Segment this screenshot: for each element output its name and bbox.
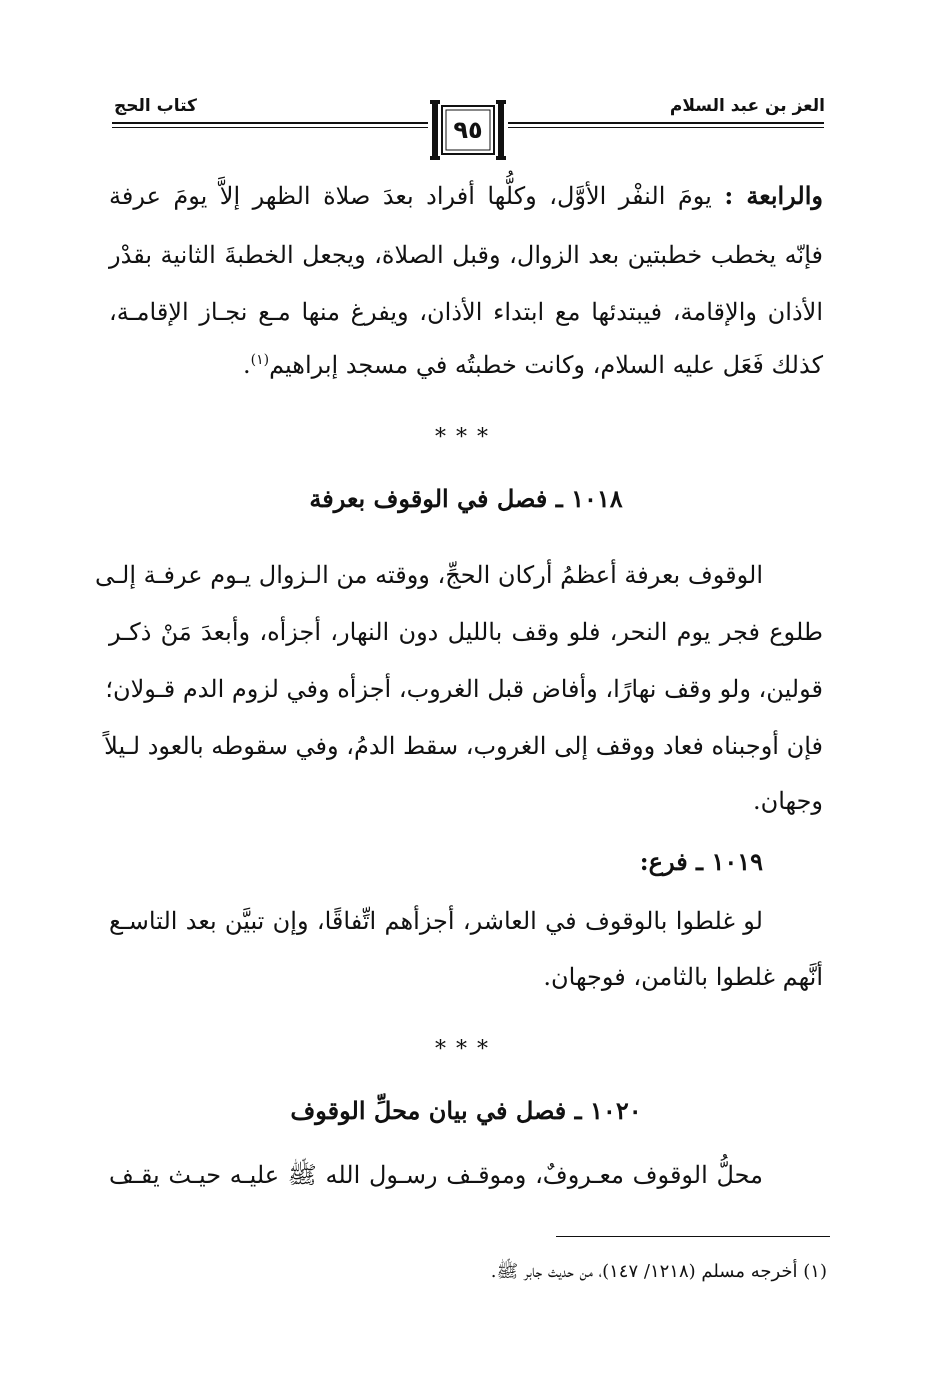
para1-line4-end: . (242, 351, 251, 379)
para1-line3: الأذان والإقامة، فيبتدئها مع ابتداء الأذان، ويفرغ منها مـع نجـاز الإقامـة، (109, 298, 823, 326)
section-separator-2: *** (435, 1037, 498, 1062)
para1-line1-text: يومَ النفْر الأوَّل، وكلُّها أفراد بعدَ صلاة الظهر إلاَّ يومَ عرفة (109, 182, 712, 210)
para1-line4-text: كذلك فَعَل عليه السلام، وكانت خطبتُه في مسجد إبراهيم (269, 351, 823, 379)
running-header-author: العز بن عبد السلام (669, 96, 825, 116)
running-header-book: كتاب الحج (114, 96, 197, 116)
s1-line4: فإن أوجبناه فعاد ووقف إلى الغروب، سقط الدمُ، وفي سقوطه بالعود لـيلاً (104, 732, 823, 760)
page-number-frame (428, 100, 508, 160)
footnote-rule (556, 1236, 830, 1237)
page-number: ٩٥ (453, 116, 483, 144)
section-title-1019: ١٠١٩ ـ فرع: (639, 847, 763, 876)
section-title-1018: ١٠١٨ ـ فصل في الوقوف بعرفة (309, 484, 623, 513)
s2-line2: أنَّهم غلطوا بالثامن، فوجهان. (543, 963, 823, 991)
footnote: (١) أخرجه مسلم (١٢١٨/ ١٤٧)، من حديث جابر ﷺ. (490, 1261, 827, 1282)
para1-line1 (109, 180, 823, 212)
para1-label: والرابعة : (724, 181, 823, 210)
footnote-ref: (١) (250, 352, 270, 368)
s1-line2: طلوع فجر يوم النحر، فلو وقف بالليل دون النهار، أجزأه، وأبعدَ مَنْ ذكـر (109, 618, 823, 646)
s1-line1: الوقوف بعرفة أعظمُ أركان الحجِّ، ووقته من الـزوال يـوم عرفـة إلـى (95, 561, 763, 589)
s3-line1: محلُّ الوقوف معـروفٌ، وموقـف رسـول الله ﷺ عليـه حيـث يقـف (109, 1161, 763, 1189)
section-title-1020: ١٠٢٠ ـ فصل في بيان محلِّ الوقوف (290, 1096, 642, 1125)
s1-line5: وجهان. (752, 787, 823, 815)
para1-line2: فإنّه يخطب خطبتين بعد الزوال، وقبل الصلاة، ويجعل الخطبةَ الثانية بقدْر (109, 241, 823, 269)
section-separator: *** (435, 425, 498, 450)
para1-line4 (109, 350, 823, 381)
s2-line1: لو غلطوا بالوقوف في العاشر، أجزأهم اتِّفاقًا، وإن تبيَّن بعد التاسـع (109, 907, 763, 935)
s1-line3: قولين، ولو وقف نهارًا، وأفاض قبل الغروب، أجزأه وفي لزوم الدم قـولان؛ (105, 675, 823, 703)
